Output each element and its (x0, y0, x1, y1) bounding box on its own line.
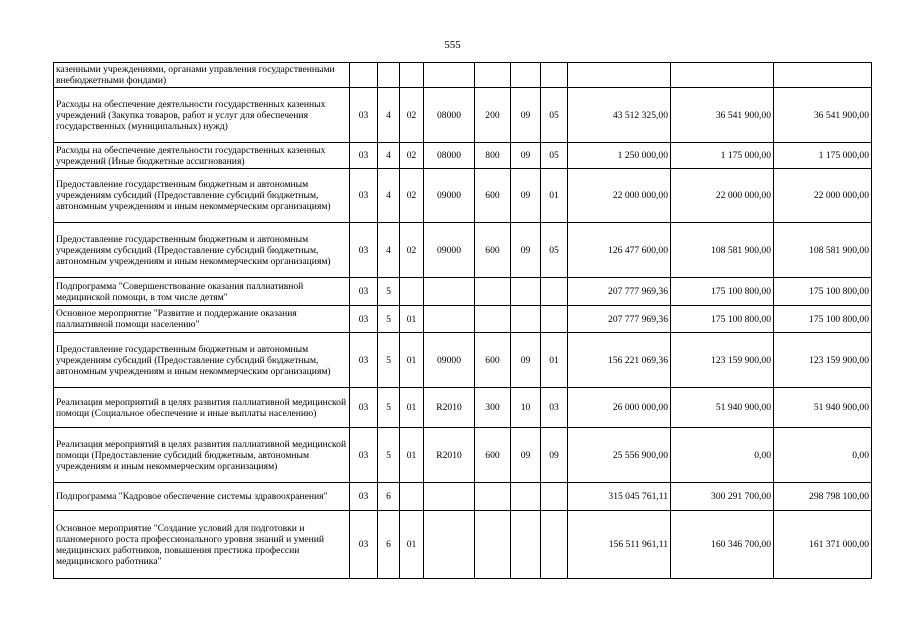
row-name-cell: Расходы на обеспечение деятельности государственных казенных учреждений (Закупка товаров, работ и услуг для обеспечения государственных (муниципальных) нужд) (54, 88, 350, 143)
amount-year3-cell: 36 541 900,00 (774, 88, 872, 143)
table-row (54, 333, 872, 388)
amount-year2-cell: 36 541 900,00 (671, 88, 774, 143)
subprogram-code-cell: 5 (378, 306, 400, 333)
activity-code-cell: 01 (400, 428, 424, 483)
expense-type-cell (475, 278, 511, 306)
program-code-cell: 03 (350, 511, 378, 579)
subsection-cell (541, 511, 568, 579)
row-name-cell: Предоставление государственным бюджетным и автономным учреждениям субсидий (Предоставление субсидий бюджетным, автономным учреждениям и иным некоммерческим организациям) (54, 223, 350, 278)
direction-code-cell: R2010 (424, 428, 475, 483)
section-cell: 09 (511, 143, 541, 169)
amount-year2-cell: 175 100 800,00 (671, 306, 774, 333)
subprogram-code-cell: 4 (378, 223, 400, 278)
amount-year3-cell: 0,00 (774, 428, 872, 483)
subsection-cell (541, 483, 568, 511)
row-name-cell: Реализация мероприятий в целях развития паллиативной медицинской помощи (Предоставление субсидий бюджетным, автономным учреждениям и иным некоммерческим организациям) (54, 428, 350, 483)
section-cell: 09 (511, 169, 541, 223)
amount-year1-cell: 156 221 069,36 (568, 333, 671, 388)
row-name-cell: Основное мероприятие "Развитие и поддержание оказания паллиативной помощи населению" (54, 306, 350, 333)
program-code-cell: 03 (350, 223, 378, 278)
amount-year2-cell: 175 100 800,00 (671, 278, 774, 306)
row-name-cell: Подпрограмма "Кадровое обеспечение системы здравоохранения" (54, 483, 350, 511)
subsection-cell: 05 (541, 223, 568, 278)
subprogram-code-cell: 6 (378, 511, 400, 579)
table-row (54, 223, 872, 278)
subprogram-code-cell: 5 (378, 333, 400, 388)
amount-year3-cell: 123 159 900,00 (774, 333, 872, 388)
expense-type-cell: 600 (475, 169, 511, 223)
activity-code-cell: 02 (400, 88, 424, 143)
expense-type-cell: 600 (475, 428, 511, 483)
amount-year3-cell: 161 371 000,00 (774, 511, 872, 579)
amount-year3-cell: 51 940 900,00 (774, 388, 872, 428)
section-cell: 10 (511, 388, 541, 428)
amount-year1-cell: 1 250 000,00 (568, 143, 671, 169)
amount-year1-cell: 315 045 761,11 (568, 483, 671, 511)
amount-year1-cell: 26 000 000,00 (568, 388, 671, 428)
activity-code-cell (400, 483, 424, 511)
program-code-cell: 03 (350, 483, 378, 511)
activity-code-cell: 01 (400, 306, 424, 333)
table-row (54, 428, 872, 483)
activity-code-cell (400, 63, 424, 88)
amount-year2-cell (671, 63, 774, 88)
amount-year3-cell: 298 798 100,00 (774, 483, 872, 511)
program-code-cell: 03 (350, 428, 378, 483)
section-cell: 09 (511, 428, 541, 483)
direction-code-cell: R2010 (424, 388, 475, 428)
expense-type-cell (475, 511, 511, 579)
table-row (54, 306, 872, 333)
expense-type-cell (475, 483, 511, 511)
amount-year2-cell: 51 940 900,00 (671, 388, 774, 428)
subsection-cell: 05 (541, 88, 568, 143)
amount-year3-cell: 175 100 800,00 (774, 306, 872, 333)
subsection-cell: 01 (541, 333, 568, 388)
page-number: 555 (444, 39, 461, 51)
section-cell (511, 63, 541, 88)
program-code-cell: 03 (350, 88, 378, 143)
amount-year2-cell: 0,00 (671, 428, 774, 483)
amount-year1-cell: 43 512 325,00 (568, 88, 671, 143)
activity-code-cell: 02 (400, 143, 424, 169)
activity-code-cell: 02 (400, 169, 424, 223)
table-row (54, 63, 872, 88)
section-cell (511, 278, 541, 306)
section-cell (511, 511, 541, 579)
amount-year1-cell: 156 511 961,11 (568, 511, 671, 579)
amount-year1-cell: 22 000 000,00 (568, 169, 671, 223)
amount-year2-cell: 160 346 700,00 (671, 511, 774, 579)
activity-code-cell: 01 (400, 388, 424, 428)
subsection-cell: 03 (541, 388, 568, 428)
amount-year3-cell (774, 63, 872, 88)
direction-code-cell (424, 511, 475, 579)
amount-year1-cell: 25 556 900,00 (568, 428, 671, 483)
subsection-cell: 09 (541, 428, 568, 483)
direction-code-cell: 09000 (424, 223, 475, 278)
subprogram-code-cell: 4 (378, 143, 400, 169)
direction-code-cell: 08000 (424, 88, 475, 143)
row-name-cell: Предоставление государственным бюджетным и автономным учреждениям субсидий (Предоставление субсидий бюджетным, автономным учреждениям и иным некоммерческим организациям) (54, 169, 350, 223)
program-code-cell: 03 (350, 388, 378, 428)
activity-code-cell: 02 (400, 223, 424, 278)
program-code-cell (350, 63, 378, 88)
program-code-cell: 03 (350, 143, 378, 169)
program-code-cell: 03 (350, 278, 378, 306)
row-name-cell: казенными учреждениями, органами управления государственными внебюджетными фондами) (54, 63, 350, 88)
row-name-cell: Реализация мероприятий в целях развития паллиативной медицинской помощи (Социальное обеспечение и иные выплаты населению) (54, 388, 350, 428)
table-row (54, 511, 872, 579)
subprogram-code-cell: 5 (378, 428, 400, 483)
amount-year1-cell: 126 477 600,00 (568, 223, 671, 278)
amount-year1-cell: 207 777 969,36 (568, 278, 671, 306)
program-code-cell: 03 (350, 333, 378, 388)
section-cell: 09 (511, 88, 541, 143)
subsection-cell: 01 (541, 169, 568, 223)
budget-table (53, 62, 872, 579)
direction-code-cell: 08000 (424, 143, 475, 169)
amount-year1-cell (568, 63, 671, 88)
program-code-cell: 03 (350, 169, 378, 223)
row-name-cell: Подпрограмма "Совершенствование оказания паллиативной медицинской помощи, в том числе детям" (54, 278, 350, 306)
amount-year2-cell: 123 159 900,00 (671, 333, 774, 388)
expense-type-cell (475, 63, 511, 88)
amount-year1-cell: 207 777 969,36 (568, 306, 671, 333)
section-cell: 09 (511, 333, 541, 388)
expense-type-cell (475, 306, 511, 333)
subprogram-code-cell: 5 (378, 388, 400, 428)
direction-code-cell (424, 63, 475, 88)
row-name-cell: Расходы на обеспечение деятельности государственных казенных учреждений (Иные бюджетные ассигнования) (54, 143, 350, 169)
expense-type-cell: 600 (475, 333, 511, 388)
subprogram-code-cell (378, 63, 400, 88)
table-row (54, 143, 872, 169)
subprogram-code-cell: 4 (378, 169, 400, 223)
activity-code-cell: 01 (400, 511, 424, 579)
subprogram-code-cell: 5 (378, 278, 400, 306)
expense-type-cell: 300 (475, 388, 511, 428)
amount-year2-cell: 300 291 700,00 (671, 483, 774, 511)
table-row (54, 483, 872, 511)
table-row (54, 388, 872, 428)
subprogram-code-cell: 6 (378, 483, 400, 511)
program-code-cell: 03 (350, 306, 378, 333)
expense-type-cell: 200 (475, 88, 511, 143)
direction-code-cell: 09000 (424, 169, 475, 223)
section-cell (511, 483, 541, 511)
amount-year2-cell: 22 000 000,00 (671, 169, 774, 223)
subprogram-code-cell: 4 (378, 88, 400, 143)
expense-type-cell: 800 (475, 143, 511, 169)
amount-year3-cell: 1 175 000,00 (774, 143, 872, 169)
amount-year3-cell: 175 100 800,00 (774, 278, 872, 306)
subsection-cell (541, 306, 568, 333)
direction-code-cell (424, 483, 475, 511)
amount-year2-cell: 1 175 000,00 (671, 143, 774, 169)
section-cell: 09 (511, 223, 541, 278)
expense-type-cell: 600 (475, 223, 511, 278)
direction-code-cell (424, 278, 475, 306)
subsection-cell: 05 (541, 143, 568, 169)
table-row (54, 169, 872, 223)
row-name-cell: Предоставление государственным бюджетным и автономным учреждениям субсидий (Предоставление субсидий бюджетным, автономным учреждениям и иным некоммерческим организациям) (54, 333, 350, 388)
row-name-cell: Основное мероприятие "Создание условий для подготовки и планомерного роста профессионального уровня знаний и умений медицинских работников, повышения престижа профессии медицинского работника" (54, 511, 350, 579)
amount-year3-cell: 22 000 000,00 (774, 169, 872, 223)
subsection-cell (541, 63, 568, 88)
amount-year3-cell: 108 581 900,00 (774, 223, 872, 278)
activity-code-cell: 01 (400, 333, 424, 388)
subsection-cell (541, 278, 568, 306)
activity-code-cell (400, 278, 424, 306)
section-cell (511, 306, 541, 333)
table-row (54, 278, 872, 306)
table-row (54, 88, 872, 143)
direction-code-cell (424, 306, 475, 333)
direction-code-cell: 09000 (424, 333, 475, 388)
amount-year2-cell: 108 581 900,00 (671, 223, 774, 278)
